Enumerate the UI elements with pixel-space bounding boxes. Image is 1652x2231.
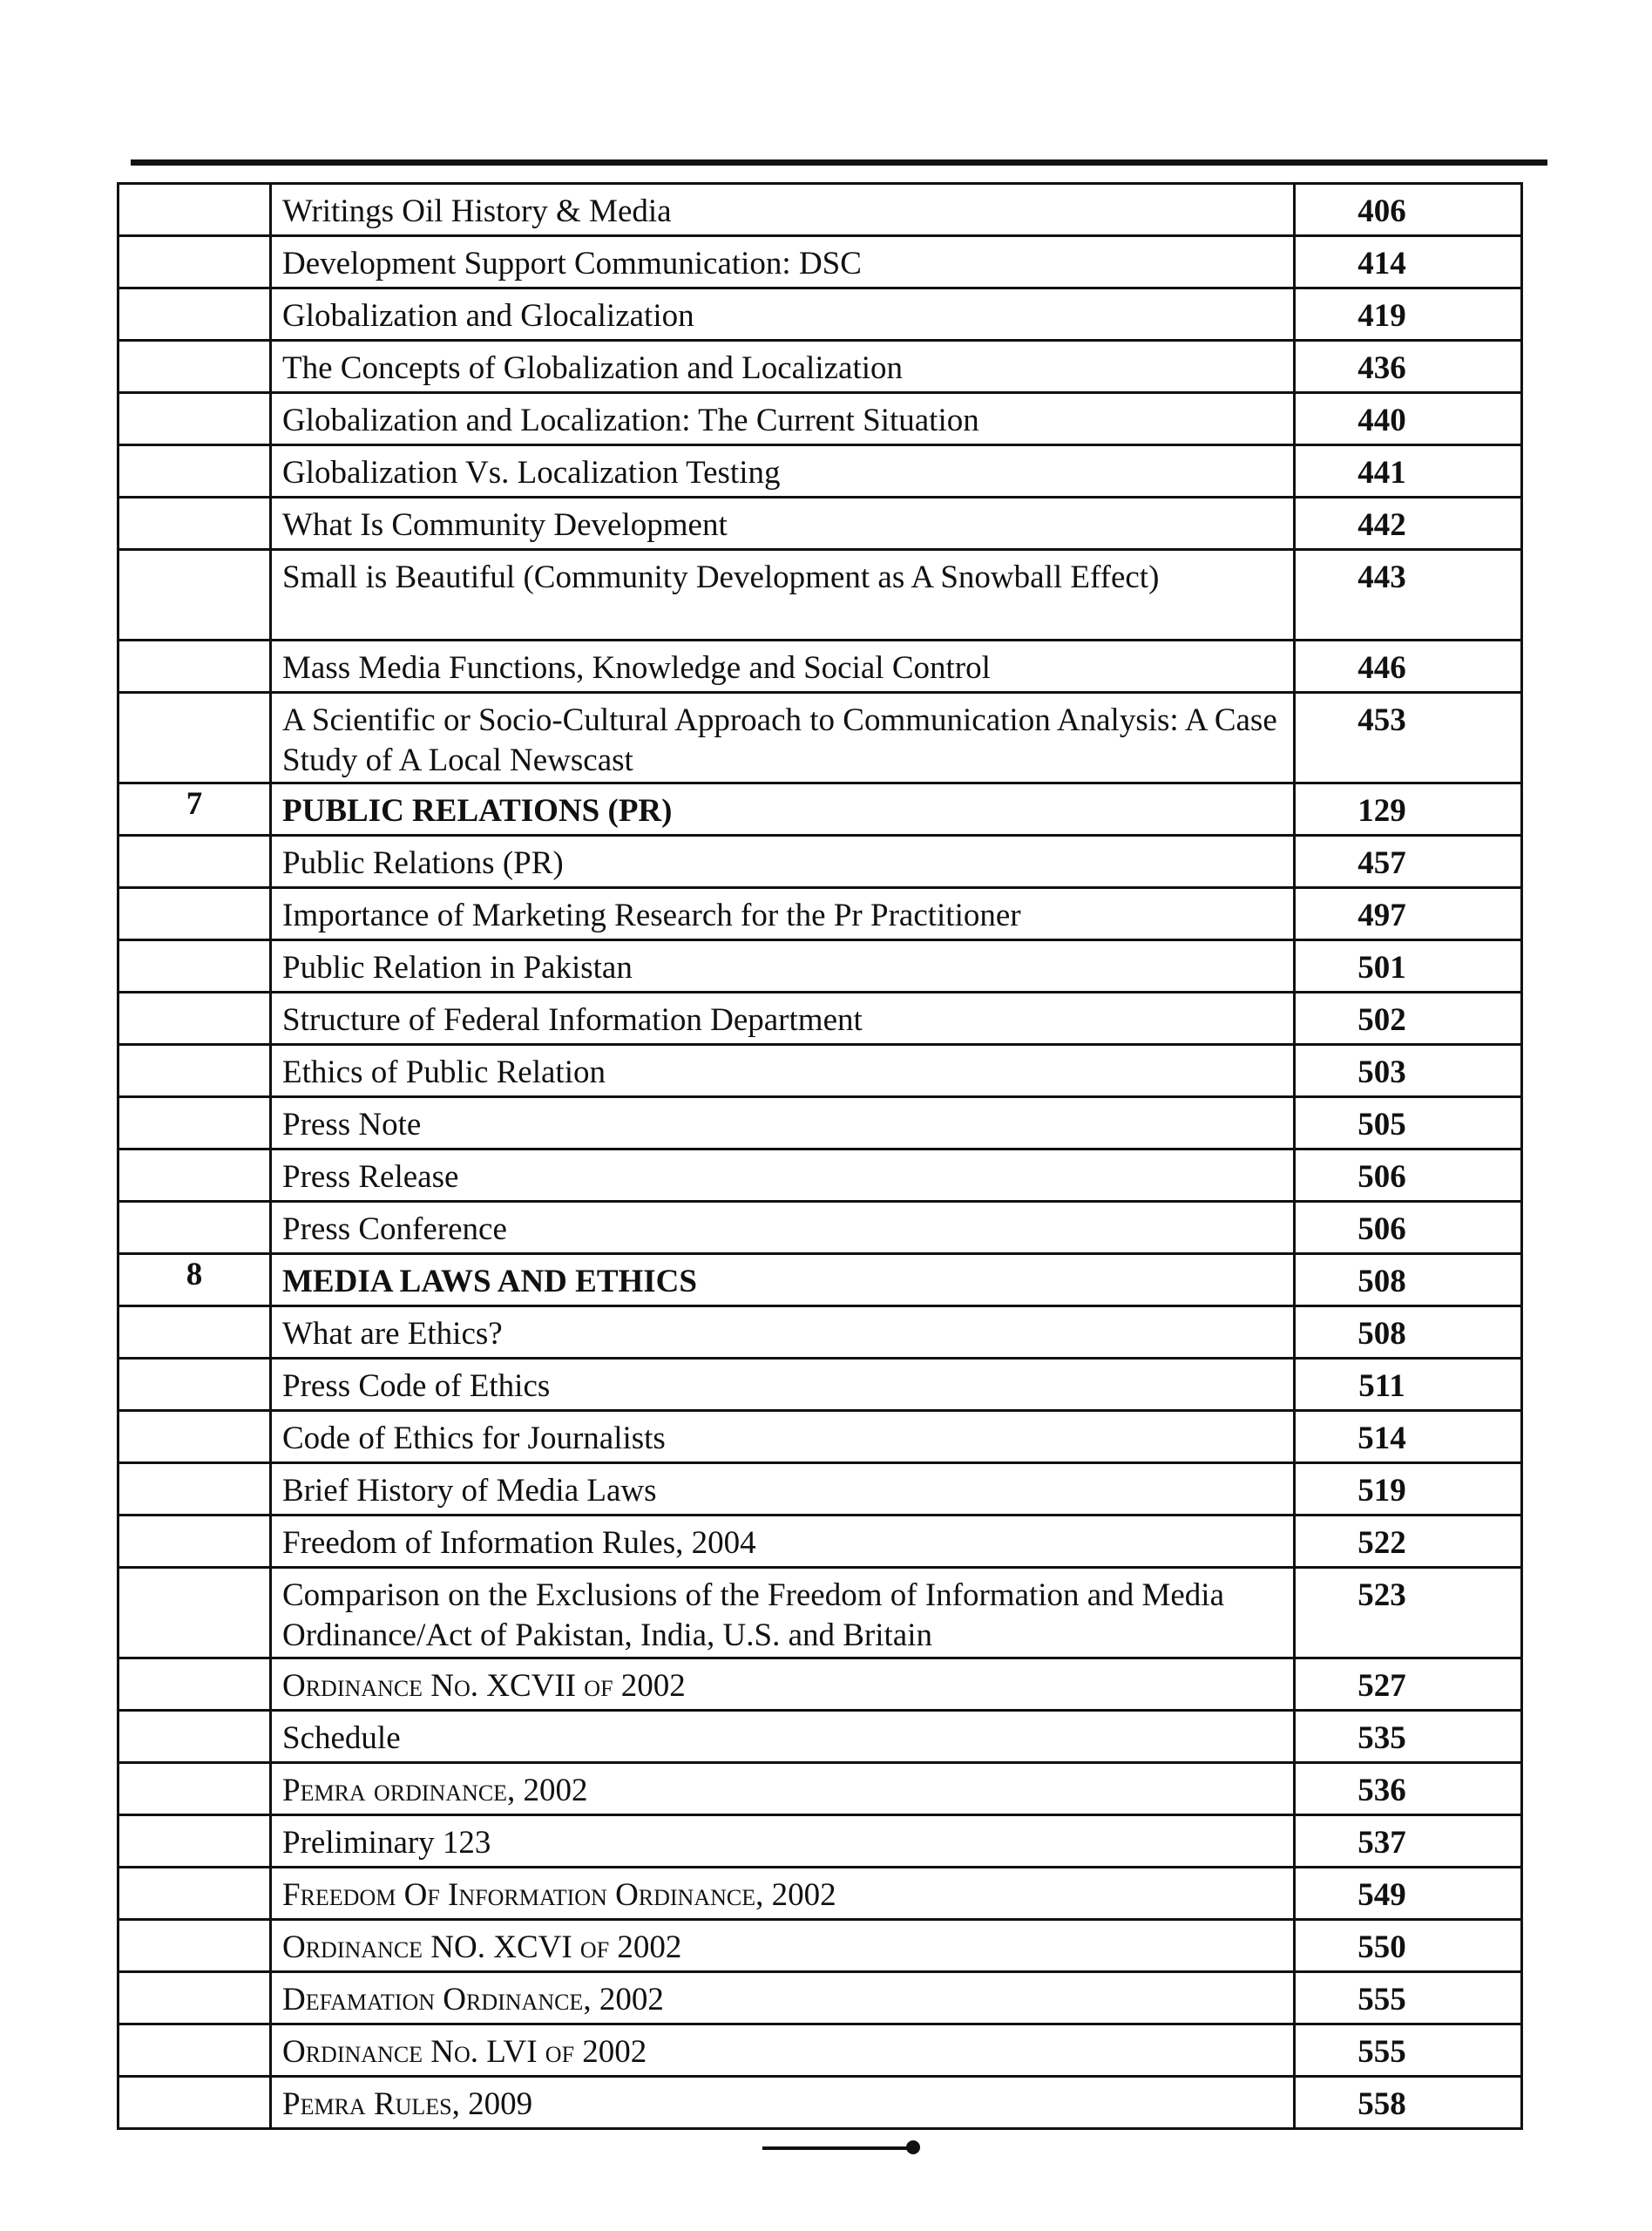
table-row <box>118 184 1522 236</box>
table-row <box>118 498 1522 550</box>
page-number: 446 <box>1295 641 1522 693</box>
entry-title: Mass Media Functions, Knowledge and Social Control <box>271 641 1295 693</box>
page-number: 506 <box>1295 1149 1522 1202</box>
table-row <box>118 1411 1522 1463</box>
page-number: 506 <box>1295 1202 1522 1254</box>
page-number: 549 <box>1295 1868 1522 1920</box>
page-number: 519 <box>1295 1463 1522 1516</box>
table-row <box>118 1658 1522 1711</box>
chapter-number <box>118 1359 271 1411</box>
table-row <box>118 993 1522 1045</box>
entry-title: Freedom of Information Rules, 2004 <box>271 1516 1295 1568</box>
chapter-number <box>118 1149 271 1202</box>
page-number: 442 <box>1295 498 1522 550</box>
chapter-number <box>118 1045 271 1097</box>
table-row <box>118 940 1522 993</box>
page-number: 502 <box>1295 993 1522 1045</box>
chapter-number <box>118 1097 271 1149</box>
entry-title: Press Note <box>271 1097 1295 1149</box>
entry-title: Comparison on the Exclusions of the Freedom of Information and Media Ordinance/Act of Pakistan, India, U.S. and Britain <box>271 1568 1295 1658</box>
chapter-number <box>118 940 271 993</box>
table-row <box>118 1972 1522 2024</box>
chapter-number <box>118 445 271 498</box>
entry-title: What Is Community Development <box>271 498 1295 550</box>
table-row <box>118 836 1522 888</box>
entry-title: The Concepts of Globalization and Localization <box>271 341 1295 393</box>
page-number: 457 <box>1295 836 1522 888</box>
chapter-row <box>118 783 1522 836</box>
chapter-number <box>118 1815 271 1868</box>
chapter-number: 7 <box>118 783 271 836</box>
chapter-number <box>118 498 271 550</box>
toc-table <box>117 182 1523 2130</box>
page-number: 503 <box>1295 1045 1522 1097</box>
entry-title: Brief History of Media Laws <box>271 1463 1295 1516</box>
page-number: 414 <box>1295 236 1522 288</box>
chapter-number <box>118 393 271 445</box>
page-number: 523 <box>1295 1568 1522 1658</box>
table-row <box>118 1868 1522 1920</box>
entry-title: A Scientific or Socio-Cultural Approach to Communication Analysis: A Case Study of A Local Newscast <box>271 693 1295 783</box>
entry-title: Schedule <box>271 1711 1295 1763</box>
chapter-number <box>118 693 271 783</box>
chapter-number <box>118 1306 271 1359</box>
page-number: 406 <box>1295 184 1522 236</box>
table-row <box>118 1149 1522 1202</box>
entry-title: Press Code of Ethics <box>271 1359 1295 1411</box>
chapter-number <box>118 836 271 888</box>
top-rule <box>131 159 1547 166</box>
chapter-number <box>118 1763 271 1815</box>
entry-title: Defamation Ordinance, 2002 <box>271 1972 1295 2024</box>
page-number: 436 <box>1295 341 1522 393</box>
table-row <box>118 1568 1522 1658</box>
table-row <box>118 641 1522 693</box>
chapter-number: 8 <box>118 1254 271 1306</box>
chapter-number <box>118 1411 271 1463</box>
page-number: 522 <box>1295 1516 1522 1568</box>
entry-title: Preliminary 123 <box>271 1815 1295 1868</box>
entry-title: Pemra Rules, 2009 <box>271 2077 1295 2129</box>
chapter-number <box>118 1972 271 2024</box>
page-number: 527 <box>1295 1658 1522 1711</box>
page-number: 535 <box>1295 1711 1522 1763</box>
table-row <box>118 1516 1522 1568</box>
page-number: 440 <box>1295 393 1522 445</box>
entry-title: Public Relation in Pakistan <box>271 940 1295 993</box>
page-number: 441 <box>1295 445 1522 498</box>
chapter-number <box>118 1658 271 1711</box>
chapter-number <box>118 550 271 641</box>
entry-title: Press Conference <box>271 1202 1295 1254</box>
page-number: 558 <box>1295 2077 1522 2129</box>
page-number: 555 <box>1295 2024 1522 2077</box>
entry-title: Ethics of Public Relation <box>271 1045 1295 1097</box>
table-row <box>118 1711 1522 1763</box>
table-row <box>118 2024 1522 2077</box>
table-row <box>118 1202 1522 1254</box>
chapter-row <box>118 1254 1522 1306</box>
page-number: 419 <box>1295 288 1522 341</box>
chapter-number <box>118 993 271 1045</box>
table-row <box>118 1045 1522 1097</box>
page-number: 508 <box>1295 1306 1522 1359</box>
chapter-number <box>118 236 271 288</box>
entry-title: Ordinance No. XCVII of 2002 <box>271 1658 1295 1711</box>
chapter-number <box>118 1920 271 1972</box>
chapter-number <box>118 2077 271 2129</box>
table-row <box>118 693 1522 783</box>
table-row <box>118 1097 1522 1149</box>
page-number: 505 <box>1295 1097 1522 1149</box>
entry-title: Importance of Marketing Research for the Pr Practitioner <box>271 888 1295 940</box>
chapter-number <box>118 1568 271 1658</box>
chapter-number <box>118 1463 271 1516</box>
table-row <box>118 550 1522 641</box>
entry-title: Freedom Of Information Ordinance, 2002 <box>271 1868 1295 1920</box>
chapter-number <box>118 1516 271 1568</box>
page-number: 514 <box>1295 1411 1522 1463</box>
chapter-number <box>118 1868 271 1920</box>
page-number: 555 <box>1295 1972 1522 2024</box>
entry-title: Globalization and Glocalization <box>271 288 1295 341</box>
entry-title: Pemra ordinance, 2002 <box>271 1763 1295 1815</box>
entry-title: Small is Beautiful (Community Development as A Snowball Effect) <box>271 550 1295 641</box>
entry-title: Development Support Communication: DSC <box>271 236 1295 288</box>
table-row <box>118 1463 1522 1516</box>
page-number: 508 <box>1295 1254 1522 1306</box>
table-row <box>118 288 1522 341</box>
chapter-number <box>118 1711 271 1763</box>
entry-title: Globalization Vs. Localization Testing <box>271 445 1295 498</box>
chapter-title: MEDIA LAWS AND ETHICS <box>271 1254 1295 1306</box>
table-row <box>118 393 1522 445</box>
entry-title: Writings Oil History & Media <box>271 184 1295 236</box>
page-number: 536 <box>1295 1763 1522 1815</box>
entry-title: Ordinance NO. XCVI of 2002 <box>271 1920 1295 1972</box>
table-row <box>118 236 1522 288</box>
chapter-number <box>118 1202 271 1254</box>
table-row <box>118 1306 1522 1359</box>
entry-title: What are Ethics? <box>271 1306 1295 1359</box>
entry-title: Ordinance No. LVI of 2002 <box>271 2024 1295 2077</box>
entry-title: Public Relations (PR) <box>271 836 1295 888</box>
page-number: 550 <box>1295 1920 1522 1972</box>
table-row <box>118 445 1522 498</box>
table-row <box>118 1763 1522 1815</box>
table-row <box>118 888 1522 940</box>
bottom-dot <box>906 2140 920 2154</box>
chapter-number <box>118 341 271 393</box>
page-number: 501 <box>1295 940 1522 993</box>
page-number: 537 <box>1295 1815 1522 1868</box>
chapter-number <box>118 2024 271 2077</box>
chapter-title: PUBLIC RELATIONS (PR) <box>271 783 1295 836</box>
entry-title: Globalization and Localization: The Current Situation <box>271 393 1295 445</box>
entry-title: Structure of Federal Information Department <box>271 993 1295 1045</box>
page-number: 129 <box>1295 783 1522 836</box>
table-row <box>118 1920 1522 1972</box>
entry-title: Press Release <box>271 1149 1295 1202</box>
entry-title: Code of Ethics for Journalists <box>271 1411 1295 1463</box>
chapter-number <box>118 288 271 341</box>
table-row <box>118 1815 1522 1868</box>
table-row <box>118 2077 1522 2129</box>
chapter-number <box>118 888 271 940</box>
page-number: 443 <box>1295 550 1522 641</box>
chapter-number <box>118 184 271 236</box>
page-number: 497 <box>1295 888 1522 940</box>
bottom-divider <box>762 2146 915 2150</box>
page-number: 511 <box>1295 1359 1522 1411</box>
table-row <box>118 341 1522 393</box>
page-number: 453 <box>1295 693 1522 783</box>
chapter-number <box>118 641 271 693</box>
table-row <box>118 1359 1522 1411</box>
